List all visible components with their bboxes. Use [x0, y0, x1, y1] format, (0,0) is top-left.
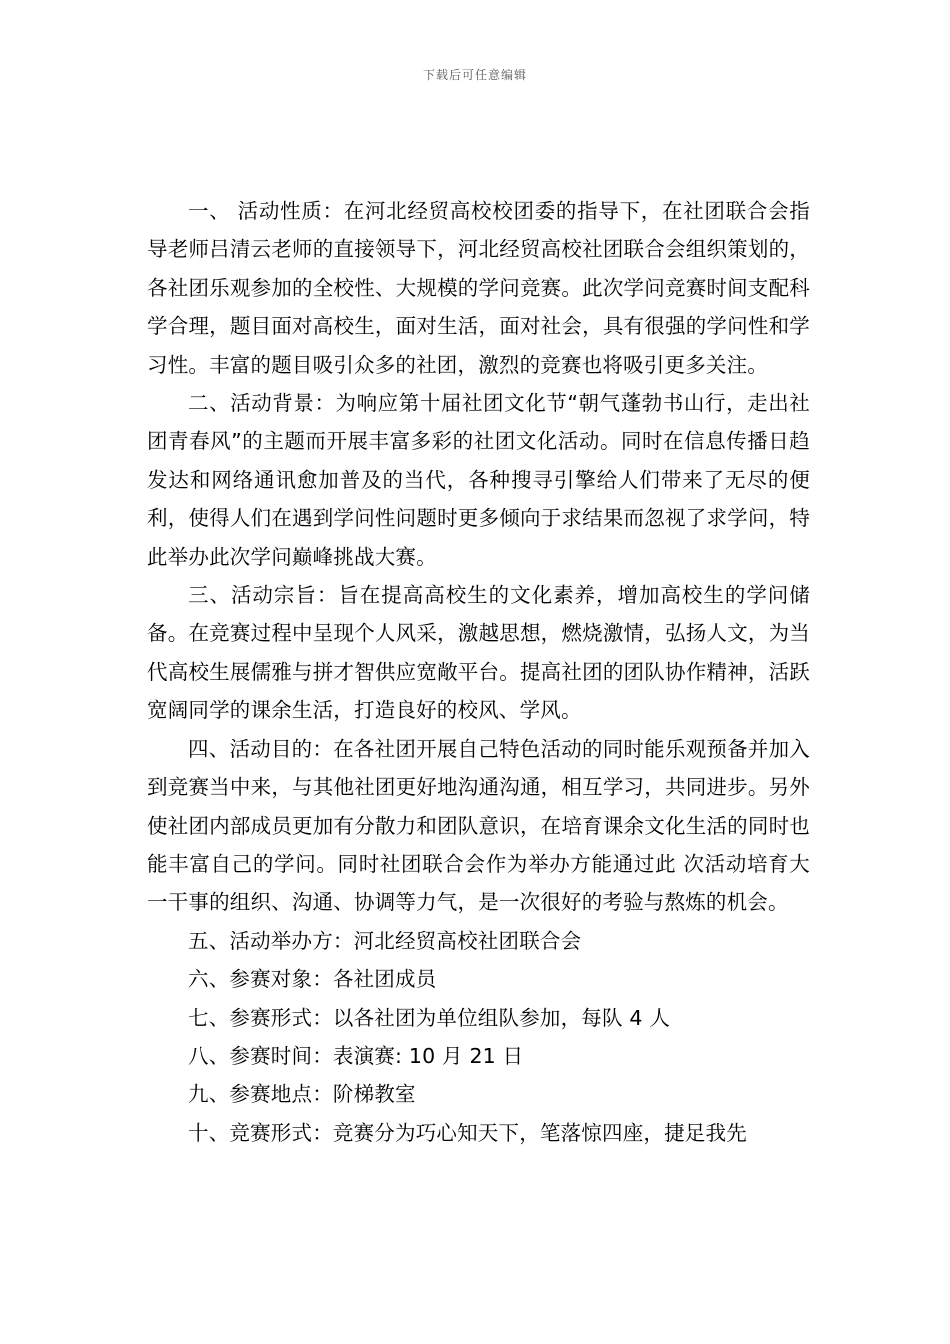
paragraph-activity-nature: 一、 活动性质：在河北经贸高校校团委的指导下，在社团联合会指导老师吕清云老师的直接领导下，河北经贸高校社团联合会组织策划的，各社团乐观参加的全校性、大规模的学问竞赛。此次学问竞赛时间支配科学合理，题目面对高校生，面对生活，面对社会，具有很强的学问性和学习性。丰富的题目吸引众多的社团，激烈的竞赛也将吸引更多关注。 — [147, 199, 810, 377]
document-body — [147, 192, 810, 1152]
paragraph-activity-background: 二、活动背景：为响应第十届社团文化节“朝气蓬勃书山行，走出社团青春风”的主题而开展丰富多彩的社团文化活动。同时在信息传播日趋发达和网络通讯愈加普及的当代，各种搜寻引擎给人们带来了无尽的便利，使得人们在遇到学问性问题时更多倾向于求结果而忽视了求学问，特此举办此次学问巅峰挑战大赛。 — [147, 391, 810, 569]
item-competition-format: 十、竞赛形式：竞赛分为巧心知天下，笔落惊四座，捷足我先 — [188, 1120, 747, 1145]
header-note: 下载后可任意编辑 — [422, 68, 527, 82]
item-participants: 六、参赛对象：各社团成员 — [188, 967, 437, 992]
item-time: 八、参赛时间：表演赛: 10 月 21 日 — [188, 1043, 524, 1068]
paragraph-activity-purpose: 三、活动宗旨：旨在提高高校生的文化素养，增加高校生的学问储备。在竞赛过程中呈现个人风采，激越思想，燃烧激情，弘扬人文，为当代高校生展儒雅与拼才智供应宽敞平台。提高社团的团队协作精神，活跃宽阔同学的课余生活，打造良好的校风、学风。 — [147, 583, 810, 723]
item-entry-format: 七、参赛形式：以各社团为单位组队参加，每队 4 人 — [188, 1005, 671, 1030]
item-organizer: 五、活动举办方：河北经贸高校社团联合会 — [188, 928, 582, 953]
item-location: 九、参赛地点：阶梯教室 — [188, 1082, 416, 1107]
paragraph-activity-goal: 四、活动目的：在各社团开展自己特色活动的同时能乐观预备并加入到竞赛当中来，与其他社团更好地沟通沟通，相互学习，共同进步。另外使社团内部成员更加有分散力和团队意识，在培育课余文化生活的同时也能丰富自己的学问。同时社团联合会作为举办方能通过此 次活动培育大一干事的组织、沟通、协调等力气，是一次很好的考验与熬炼的机会。 — [147, 736, 810, 915]
